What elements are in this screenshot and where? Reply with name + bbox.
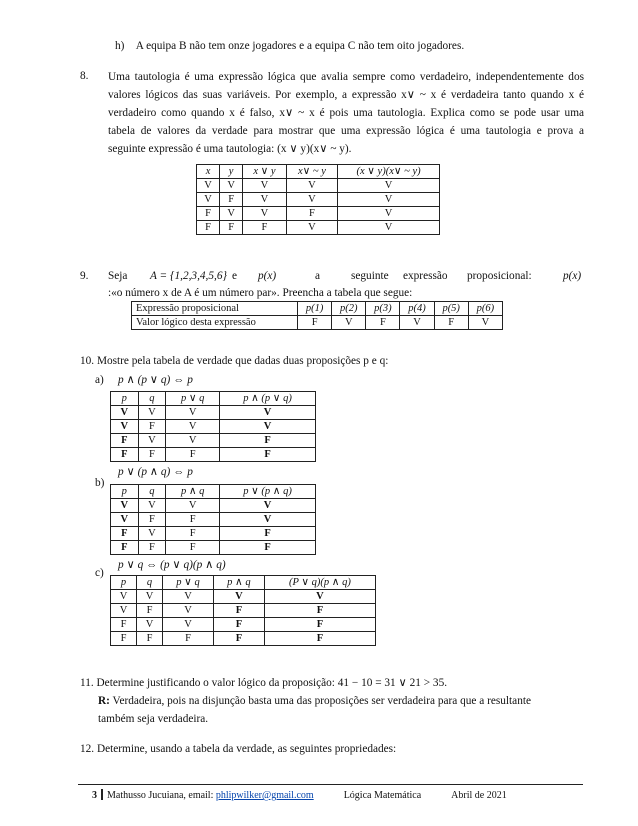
q8-truth-table	[196, 164, 440, 235]
q8-line-3: verdadeiro como quando x é falso, x∨ ~ x é pois uma tautologia. Explica como se pode usar uma	[108, 107, 584, 119]
table-row	[197, 179, 440, 193]
cell: F	[220, 541, 316, 555]
q10-b-table	[110, 484, 316, 555]
cell: V	[243, 179, 287, 193]
table-row	[111, 527, 316, 541]
q11-answer-cont: também seja verdadeira.	[98, 713, 209, 725]
q9-proposicional: proposicional:	[467, 270, 532, 282]
q9-set: A = {1,2,3,4,5,6}	[150, 270, 228, 282]
q9-number: 9.	[80, 270, 89, 282]
header: q	[138, 392, 166, 406]
cell: F	[138, 541, 166, 555]
table-row	[111, 590, 376, 604]
cell: V	[137, 618, 163, 632]
q9-px-2: p(x)	[563, 270, 582, 282]
cell: F	[166, 448, 220, 462]
q10-c-expression: p ∨ q ⇔ (p ∨ q)(p ∧ q)	[118, 559, 226, 571]
header: p ∨ q	[166, 392, 220, 406]
cell: F	[138, 448, 166, 462]
q9-table	[131, 301, 503, 330]
header: p ∧ (p ∨ q)	[220, 392, 316, 406]
header: (P ∨ q)(p ∧ q)	[264, 576, 375, 590]
q9-seguinte: seguinte	[351, 270, 389, 282]
q10-intro: 10. Mostre pela tabela de verdade que dadas duas proposições p e q:	[80, 355, 389, 367]
footer-rule	[78, 784, 583, 785]
cell: F	[213, 618, 264, 632]
q10-b-expression: p ∨ (p ∧ q) ⇔ p	[118, 466, 193, 478]
q8-number: 8.	[80, 70, 89, 82]
cell: F	[111, 632, 137, 646]
cell: V	[166, 406, 220, 420]
table-row	[111, 420, 316, 434]
q8-paragraph	[108, 68, 584, 158]
cell: V	[111, 590, 137, 604]
cell: V	[138, 434, 166, 448]
footer	[92, 789, 507, 801]
cell: V	[468, 316, 502, 330]
cell: V	[220, 420, 316, 434]
cell: F	[166, 527, 220, 541]
cell: V	[338, 207, 440, 221]
cell: V	[338, 221, 440, 235]
cell: V	[138, 527, 166, 541]
cell: F	[264, 604, 375, 618]
page-number: 3	[92, 790, 97, 801]
cell: F	[220, 221, 243, 235]
cell: V	[138, 406, 166, 420]
cell: V	[286, 221, 337, 235]
cell: F	[366, 316, 400, 330]
table-header-row	[111, 392, 316, 406]
table-row	[197, 207, 440, 221]
table-row	[197, 193, 440, 207]
cell: V	[111, 604, 137, 618]
cell: F	[137, 632, 163, 646]
answer-text: Verdadeira, pois na disjunção basta uma das proposições ser verdadeira para que a resultante	[109, 695, 531, 707]
header: p	[111, 576, 137, 590]
q9-line-2: :«o número x de A é um número par». Preencha a tabela que segue:	[108, 287, 413, 299]
cell: F	[197, 207, 220, 221]
cell: V	[220, 513, 316, 527]
cell: p(5)	[434, 302, 468, 316]
cell: F	[264, 632, 375, 646]
cell: p(1)	[298, 302, 332, 316]
q8-line-5: seguinte expressão é uma tautologia: (x ∨ y)(x∨ ~ y).	[108, 143, 352, 155]
footer-date: Abril de 2021	[451, 790, 507, 801]
q10-a-label: a)	[95, 374, 104, 386]
cell: F	[213, 604, 264, 618]
header: q	[137, 576, 163, 590]
cell: F	[264, 618, 375, 632]
cell: V	[338, 193, 440, 207]
q9-seja: Seja	[108, 270, 128, 282]
cell: V	[243, 193, 287, 207]
cell: V	[220, 406, 316, 420]
cell: Expressão proposicional	[132, 302, 298, 316]
cell: V	[166, 499, 220, 513]
header: p ∧ q	[213, 576, 264, 590]
cell: F	[434, 316, 468, 330]
cell: p(2)	[332, 302, 366, 316]
q9-e: e	[232, 270, 238, 282]
cell: F	[111, 434, 139, 448]
q8-line-1: Uma tautologia é uma expressão lógica que avalia sempre como verdadeiro, independentemente dos	[108, 71, 584, 83]
cell: V	[137, 590, 163, 604]
cell: V	[220, 179, 243, 193]
cell: F	[111, 527, 139, 541]
cell: V	[286, 179, 337, 193]
header-x-or-y: x ∨ y	[243, 165, 287, 179]
cell: F	[166, 541, 220, 555]
cell: F	[286, 207, 337, 221]
cell: F	[243, 221, 287, 235]
cell: V	[220, 207, 243, 221]
cell: F	[111, 541, 139, 555]
item-h: h) A equipa B não tem onze jogadores e a equipa C não tem oito jogadores.	[115, 40, 465, 52]
cell: V	[111, 420, 139, 434]
q10-c-label: c)	[95, 567, 104, 579]
cell: V	[213, 590, 264, 604]
table-header-row	[111, 576, 376, 590]
table-row	[197, 221, 440, 235]
header: p ∧ q	[166, 485, 220, 499]
table-row	[111, 618, 376, 632]
cell: F	[138, 513, 166, 527]
cell: F	[111, 448, 139, 462]
q11-question: 11. Determine justificando o valor lógico da proposição: 41 − 10 = 31 ∨ 21 > 35.	[80, 677, 448, 689]
table-row	[111, 604, 376, 618]
q8-line-2: valores lógicos das suas variáveis. Por exemplo, a expressão x∨ ~ x é verdadeira tanto quando x é	[108, 89, 584, 101]
table-header-row	[111, 485, 316, 499]
header: p	[111, 392, 139, 406]
header: p ∨ q	[163, 576, 214, 590]
answer-label: R:	[98, 695, 110, 707]
cell: F	[166, 513, 220, 527]
cell: V	[163, 590, 214, 604]
q9-a: a	[315, 270, 321, 282]
table-row	[111, 434, 316, 448]
cell: F	[138, 420, 166, 434]
header: p	[111, 485, 139, 499]
cell: V	[138, 499, 166, 513]
header-y: y	[220, 165, 243, 179]
cell: F	[220, 434, 316, 448]
table-row	[111, 499, 316, 513]
q11-answer	[98, 693, 531, 709]
cell: p(3)	[366, 302, 400, 316]
cell: F	[111, 618, 137, 632]
header-x-or-not-y: x∨ ~ y	[286, 165, 337, 179]
table-row	[132, 302, 503, 316]
q10-b-label: b)	[95, 477, 105, 489]
cell: V	[264, 590, 375, 604]
footer-email-link[interactable]: phlipwilker@gmail.com	[215, 790, 314, 801]
cell: V	[197, 179, 220, 193]
q10-a-expression: p ∧ (p ∨ q) ⇔ p	[118, 374, 193, 386]
cell: V	[111, 406, 139, 420]
footer-divider	[101, 789, 103, 800]
cell: V	[111, 513, 139, 527]
table-row	[111, 513, 316, 527]
cell: F	[220, 448, 316, 462]
table-row	[132, 316, 503, 330]
footer-subject: Lógica Matemática	[343, 790, 422, 801]
q12-question: 12. Determine, usando a tabela da verdade, as seguintes propriedades:	[80, 743, 397, 755]
cell: F	[220, 527, 316, 541]
cell: V	[166, 434, 220, 448]
cell: V	[197, 193, 220, 207]
cell: V	[220, 499, 316, 513]
q9-px: p(x)	[258, 270, 277, 282]
cell: F	[213, 632, 264, 646]
table-row	[111, 406, 316, 420]
q9-expressao: expressão	[403, 270, 448, 282]
cell: F	[298, 316, 332, 330]
q10-c-table	[110, 575, 376, 646]
cell: Valor lógico desta expressão	[132, 316, 298, 330]
cell: V	[166, 420, 220, 434]
footer-author: Mathusso Jucuiana, email:	[107, 790, 216, 801]
cell: V	[338, 179, 440, 193]
table-row	[111, 448, 316, 462]
cell: V	[286, 193, 337, 207]
table-row	[111, 632, 376, 646]
cell: V	[400, 316, 434, 330]
q8-line-4: tabela de valores da verdade para mostrar que uma expressão lógica é uma tautologia e prova a	[108, 125, 584, 137]
cell: F	[163, 632, 214, 646]
cell: p(6)	[468, 302, 502, 316]
header-product: (x ∨ y)(x∨ ~ y)	[338, 165, 440, 179]
table-row	[111, 541, 316, 555]
cell: p(4)	[400, 302, 434, 316]
cell: V	[163, 604, 214, 618]
cell: V	[111, 499, 139, 513]
cell: V	[243, 207, 287, 221]
cell: V	[163, 618, 214, 632]
cell: F	[220, 193, 243, 207]
cell: F	[137, 604, 163, 618]
header: q	[138, 485, 166, 499]
header-x: x	[197, 165, 220, 179]
cell: V	[332, 316, 366, 330]
table-header-row	[197, 165, 440, 179]
cell: F	[197, 221, 220, 235]
q10-a-table	[110, 391, 316, 462]
header: p ∨ (p ∧ q)	[220, 485, 316, 499]
